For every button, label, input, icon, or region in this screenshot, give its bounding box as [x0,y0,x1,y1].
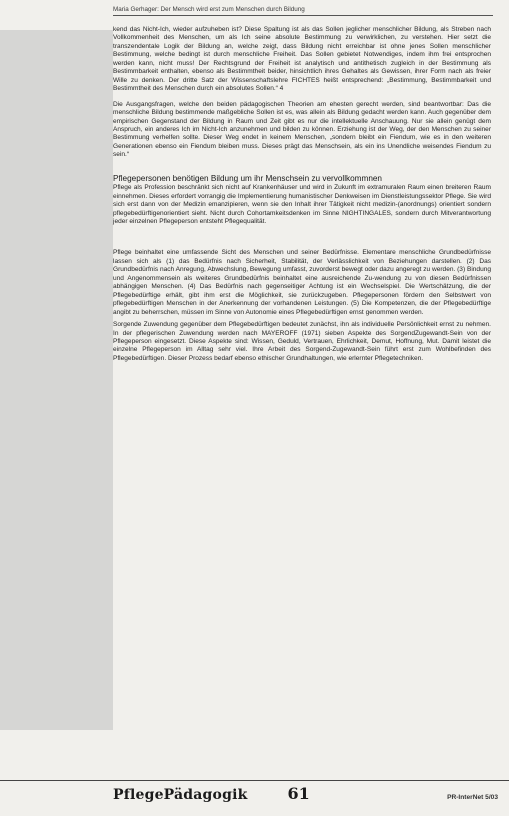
footer-divider [0,780,509,781]
paragraph-3: Pflege als Profession beschränkt sich nicht auf Krankenhäuser und wird in Zukunft im extramuralen Raum einen breiteren Raum einnehmen. Dieses erfordert vorrangig die Implementierung humanistischer Denkweisen im Dienstleistungssektor Pflege. Sie wird sich erst dann von der Medizin emanzipieren, wenn sie den Inhalt ihrer Tätigkeit nicht medizin-(anordnungs) orientiert sondern pflegebedürftigenorientiert sieht. Nicht durch Cohortamkeitsdenken im Sinne NIGHTINGALES, sondern durch Mitverantwortung jeder einzelnen Pflegeperson entsteht Pflegequalität. [113,184,491,226]
page-footer [113,784,498,806]
paragraph-4: Pflege beinhaltet eine umfassende Sicht des Menschen und seiner Bedürfnisse. Elementare menschliche Grundbedürfnisse lassen sich als (1) das Bedürfnis nach Sicherheit, Stabilität, der Verlässlichkeit von Beziehungen darstellen. (2) Das Grundbedürfnis nach Anregung, Abwechslung, Bewegung umfasst, zuvorderst bewegt oder dazu angeregt zu werden. (3) Bindung und Angenommensein als weiteres Grundbedürfnis beinhaltet eine ausreichende Zu-wendung zu von diesen Bedürfnissen abhängigen Menschen. (4) Das Bedürfnis nach gegenseitiger Achtung ist ein Wechselspiel. Die Wertschätzung, die der Pflegebedürftige erhält, gibt ihm erst die Möglichkeit, sie zurückzugeben. Pflegepersonen fördern den Selbstwert von pflegebedürftigen Menschen in der Anerkennung der vorhandenen Leistungen. (5) Die Kompetenzen, die der Pflegebedürftige angibt zu beherrschen, müssen im Sinne von Autonomie eines Pflegebedürftigen ernst genommen werden. [113,249,491,316]
running-header: Maria Gerhager: Der Mensch wird erst zum Menschen durch Bildung [113,6,493,16]
paragraph-5: Sorgende Zuwendung gegenüber dem Pflegebedürftigen bedeutet zunächst, ihn als individuelle Persönlichkeit ernst zu nehmen. In der pflegerischen Zuwendung werden nach MAYEROFF (1971) sieben Aspekte des SorgendZugewandt-Sein von der Pflegeperson eingesetzt. Diese Aspekte sind: Wissen, Geduld, Vertrauen, Ehrlichkeit, Demut, Hoffnung, Mut. Damit leistet die einzelne Pflegeperson im Alltag sehr viel. Ihre Arbeit des Sorgend-Zugewandt-Sein führt erst zum Wohlbefinden des Pflegebedürftigen. Dieser Prozess bedarf ebenso ethischer Grundhaltungen, wie erlernter Pflegetechniken. [113,321,491,362]
journal-title: PflegePädagogik [113,787,248,803]
grey-margin-bar [0,30,113,730]
paragraph-gap [113,233,491,249]
article-body [113,26,491,370]
paragraph-2: Die Ausgangsfragen, welche den beiden pädagogischen Theorien am ehesten gerecht werden, sind beantwortbar: Das die menschliche Bildung bestimmende maßgebliche Sollen ist es, was allein als Bildung gedacht werden kann. Auch gegenüber dem empirischen Gegenstand der Bildung in Raum und Zeit gibt es nur die intellektuelle Anschauung. Nur sie allein genügt dem Anspruch, ein anderes Ich im Nicht-Ich anzunehmen und bilden zu können. Erziehung ist der Weg, der den Menschen zu seiner Bestimmung verhelfen sollte. Dieser Weg endet in keinem Menschen, „sondern bleibt ein Fiendum, wie es in den weiteren Generationen ebenso ein Fiendum bleiben muss. Dieses prägt das Menschsein, als ein ins Unendliche weisendes Fiendum zu sein.“ [113,100,491,159]
issue-label: PR-InterNet 5/03 [447,794,498,801]
paragraph-1: kend das Nicht-Ich, wieder aufzuheben ist? Diese Spaltung ist als das Sollen jeglicher menschlicher Bildung, als Streben nach Vollkommenheit des Menschen, um als Ich seine absolute Bestimmung zu verwirklichen, zu verstehen. Hier setzt die transzendentale Logik der Bildung an, welche zeigt, dass Bildung nicht erreichbar ist ohne jenes Sollen menschlicher Bestimmung, welche bedingt ist durch menschliche Freiheit. Das Sollen gebietet Notwendiges, indem ihm frei entsprochen werden kann, nicht muss! Der Rechtsgrund der Freiheit ist analytisch und antithetisch zugleich in der Bestimmung als Bestimmbarkeit enthalten, ebenso als Bestimmtheit beider, hinsichtlich ihres Gehaltes als Gewissen, ihrer Form nach als freier Wille zu denken. Der dritte Satz der Wissenschaftslehre FICHTES heißt entsprechend: „Bestimmung, Bestimmbarkeit und Bestimmtheit des Menschen durch ein absolutes Sollen.“ 4 [113,26,491,93]
page-number: 61 [287,784,310,803]
section-heading: Pflegepersonen benötigen Bildung um ihr Menschsein zu vervollkommnen [113,173,382,183]
